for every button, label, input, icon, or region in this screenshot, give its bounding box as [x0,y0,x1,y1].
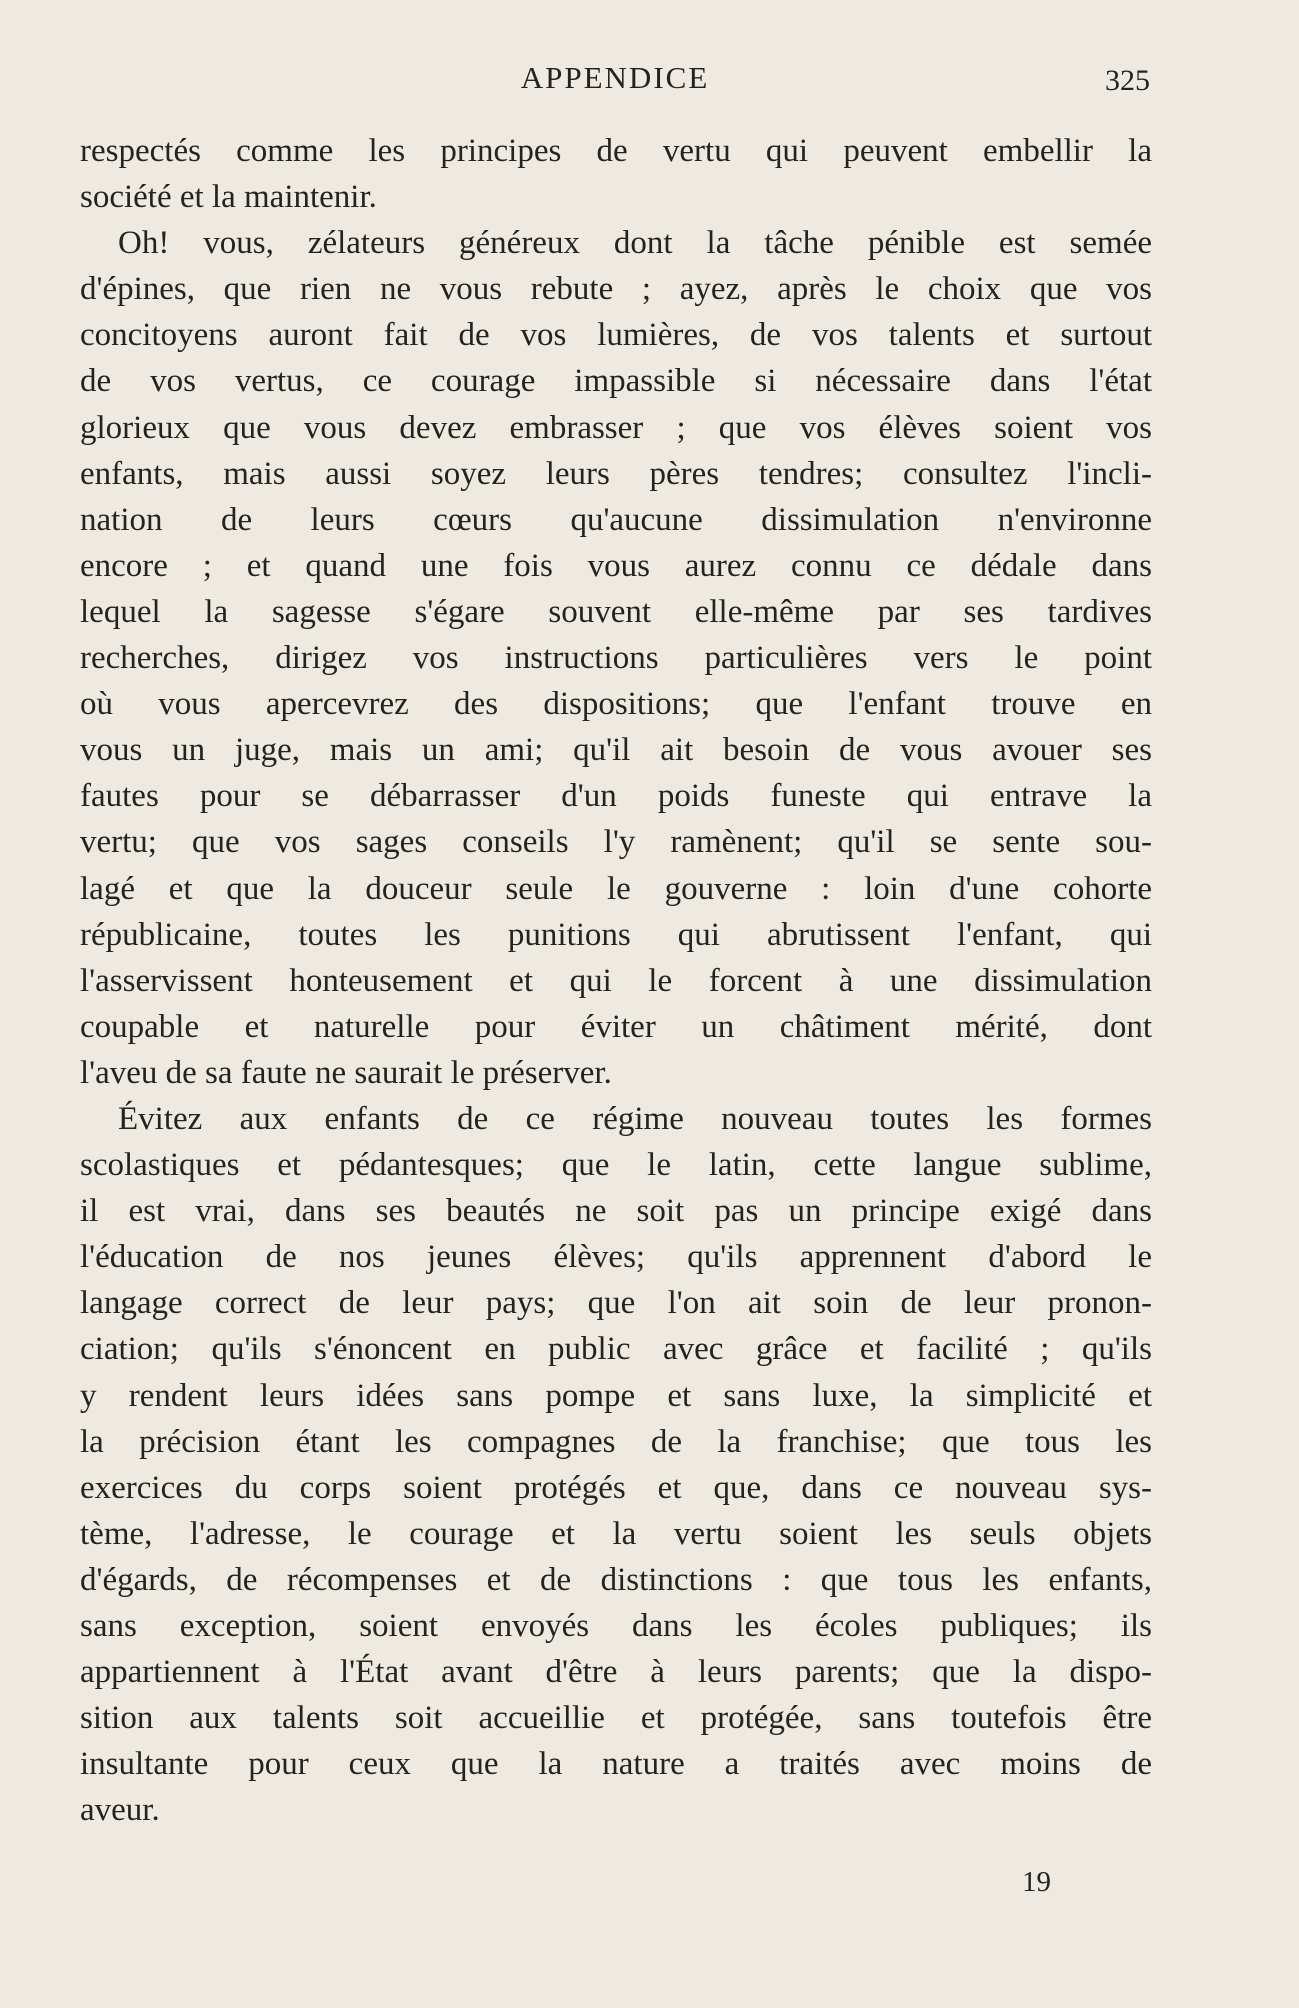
text-line: enfants, mais aussi soyez leurs pères tendres; consultez l'incli- [80,455,1152,492]
signature-mark: 19 [1022,1866,1051,1898]
text-line: d'égards, de récompenses et de distinctions : que tous les enfants, [80,1561,1152,1598]
text-line: glorieux que vous devez embrasser ; que vos élèves soient vos [80,409,1152,446]
paragraph [80,220,1152,1096]
text-line: nation de leurs cœurs qu'aucune dissimulation n'environne [80,501,1152,538]
text-line: l'aveu de sa faute ne saurait le préserver. [80,1054,612,1091]
page-header [80,60,1150,110]
running-title: APPENDICE [520,60,710,95]
text-line: concitoyens auront fait de vos lumières, de vos talents et surtout [80,317,1152,354]
text-line: Évitez aux enfants de ce régime nouveau toutes les formes [118,1100,1152,1137]
text-line: l'asservissent honteusement et qui le forcent à une dissimulation [80,962,1152,999]
text-line: où vous apercevrez des dispositions; que l'enfant trouve en [80,686,1152,723]
text-line: d'épines, que rien ne vous rebute ; ayez, après le choix que vos [80,271,1152,308]
text-line: républicaine, toutes les punitions qui abrutissent l'enfant, qui [80,916,1152,953]
text-line: aveur. [80,1792,160,1829]
text-line: de vos vertus, ce courage impassible si nécessaire dans l'état [80,363,1152,400]
text-line: société et la maintenir. [80,179,377,216]
text-line: vous un juge, mais un ami; qu'il ait besoin de vous avouer ses [80,732,1152,769]
page-number: 325 [1105,64,1150,97]
text-line: respectés comme les principes de vertu qui peuvent embellir la [80,133,1152,169]
text-line: la précision étant les compagnes de la franchise; que tous les [80,1423,1152,1460]
text-line: exercices du corps soient protégés et que, dans ce nouveau sys- [80,1469,1152,1506]
text-line: recherches, dirigez vos instructions particulières vers le point [80,640,1152,677]
text-line: langage correct de leur pays; que l'on ait soin de leur pronon- [80,1285,1152,1322]
text-line: insultante pour ceux que la nature a traités avec moins de [80,1746,1152,1783]
text-line: appartiennent à l'État avant d'être à leurs parents; que la dispo- [80,1654,1152,1691]
text-line: tème, l'adresse, le courage et la vertu soient les seuls objets [80,1515,1152,1552]
text-line: encore ; et quand une fois vous aurez connu ce dédale dans [80,547,1152,584]
text-line: Oh! vous, zélateurs généreux dont la tâche pénible est semée [118,225,1152,262]
paragraph [80,1096,1152,1834]
text-line: lequel la sagesse s'égare souvent elle-même par ses tardives [80,593,1152,630]
body-text [80,128,1152,1833]
text-line: lagé et que la douceur seule le gouverne : loin d'une cohorte [80,870,1152,907]
text-line: il est vrai, dans ses beautés ne soit pas un principe exigé dans [80,1193,1152,1230]
text-line: ciation; qu'ils s'énoncent en public avec grâce et facilité ; qu'ils [80,1331,1152,1368]
text-line: coupable et naturelle pour éviter un châtiment mérité, dont [80,1008,1152,1045]
text-line: scolastiques et pédantesques; que le latin, cette langue sublime, [80,1147,1152,1184]
text-line: l'éducation de nos jeunes élèves; qu'ils apprennent d'abord le [80,1239,1152,1276]
paragraph [80,128,1152,220]
text-line: vertu; que vos sages conseils l'y ramènent; qu'il se sente sou- [80,824,1152,861]
text-line: sans exception, soient envoyés dans les écoles publiques; ils [80,1608,1152,1644]
text-line: sition aux talents soit accueillie et protégée, sans toutefois être [80,1700,1152,1737]
text-line: y rendent leurs idées sans pompe et sans luxe, la simplicité et [80,1377,1152,1414]
text-line: fautes pour se débarrasser d'un poids funeste qui entrave la [80,778,1152,815]
